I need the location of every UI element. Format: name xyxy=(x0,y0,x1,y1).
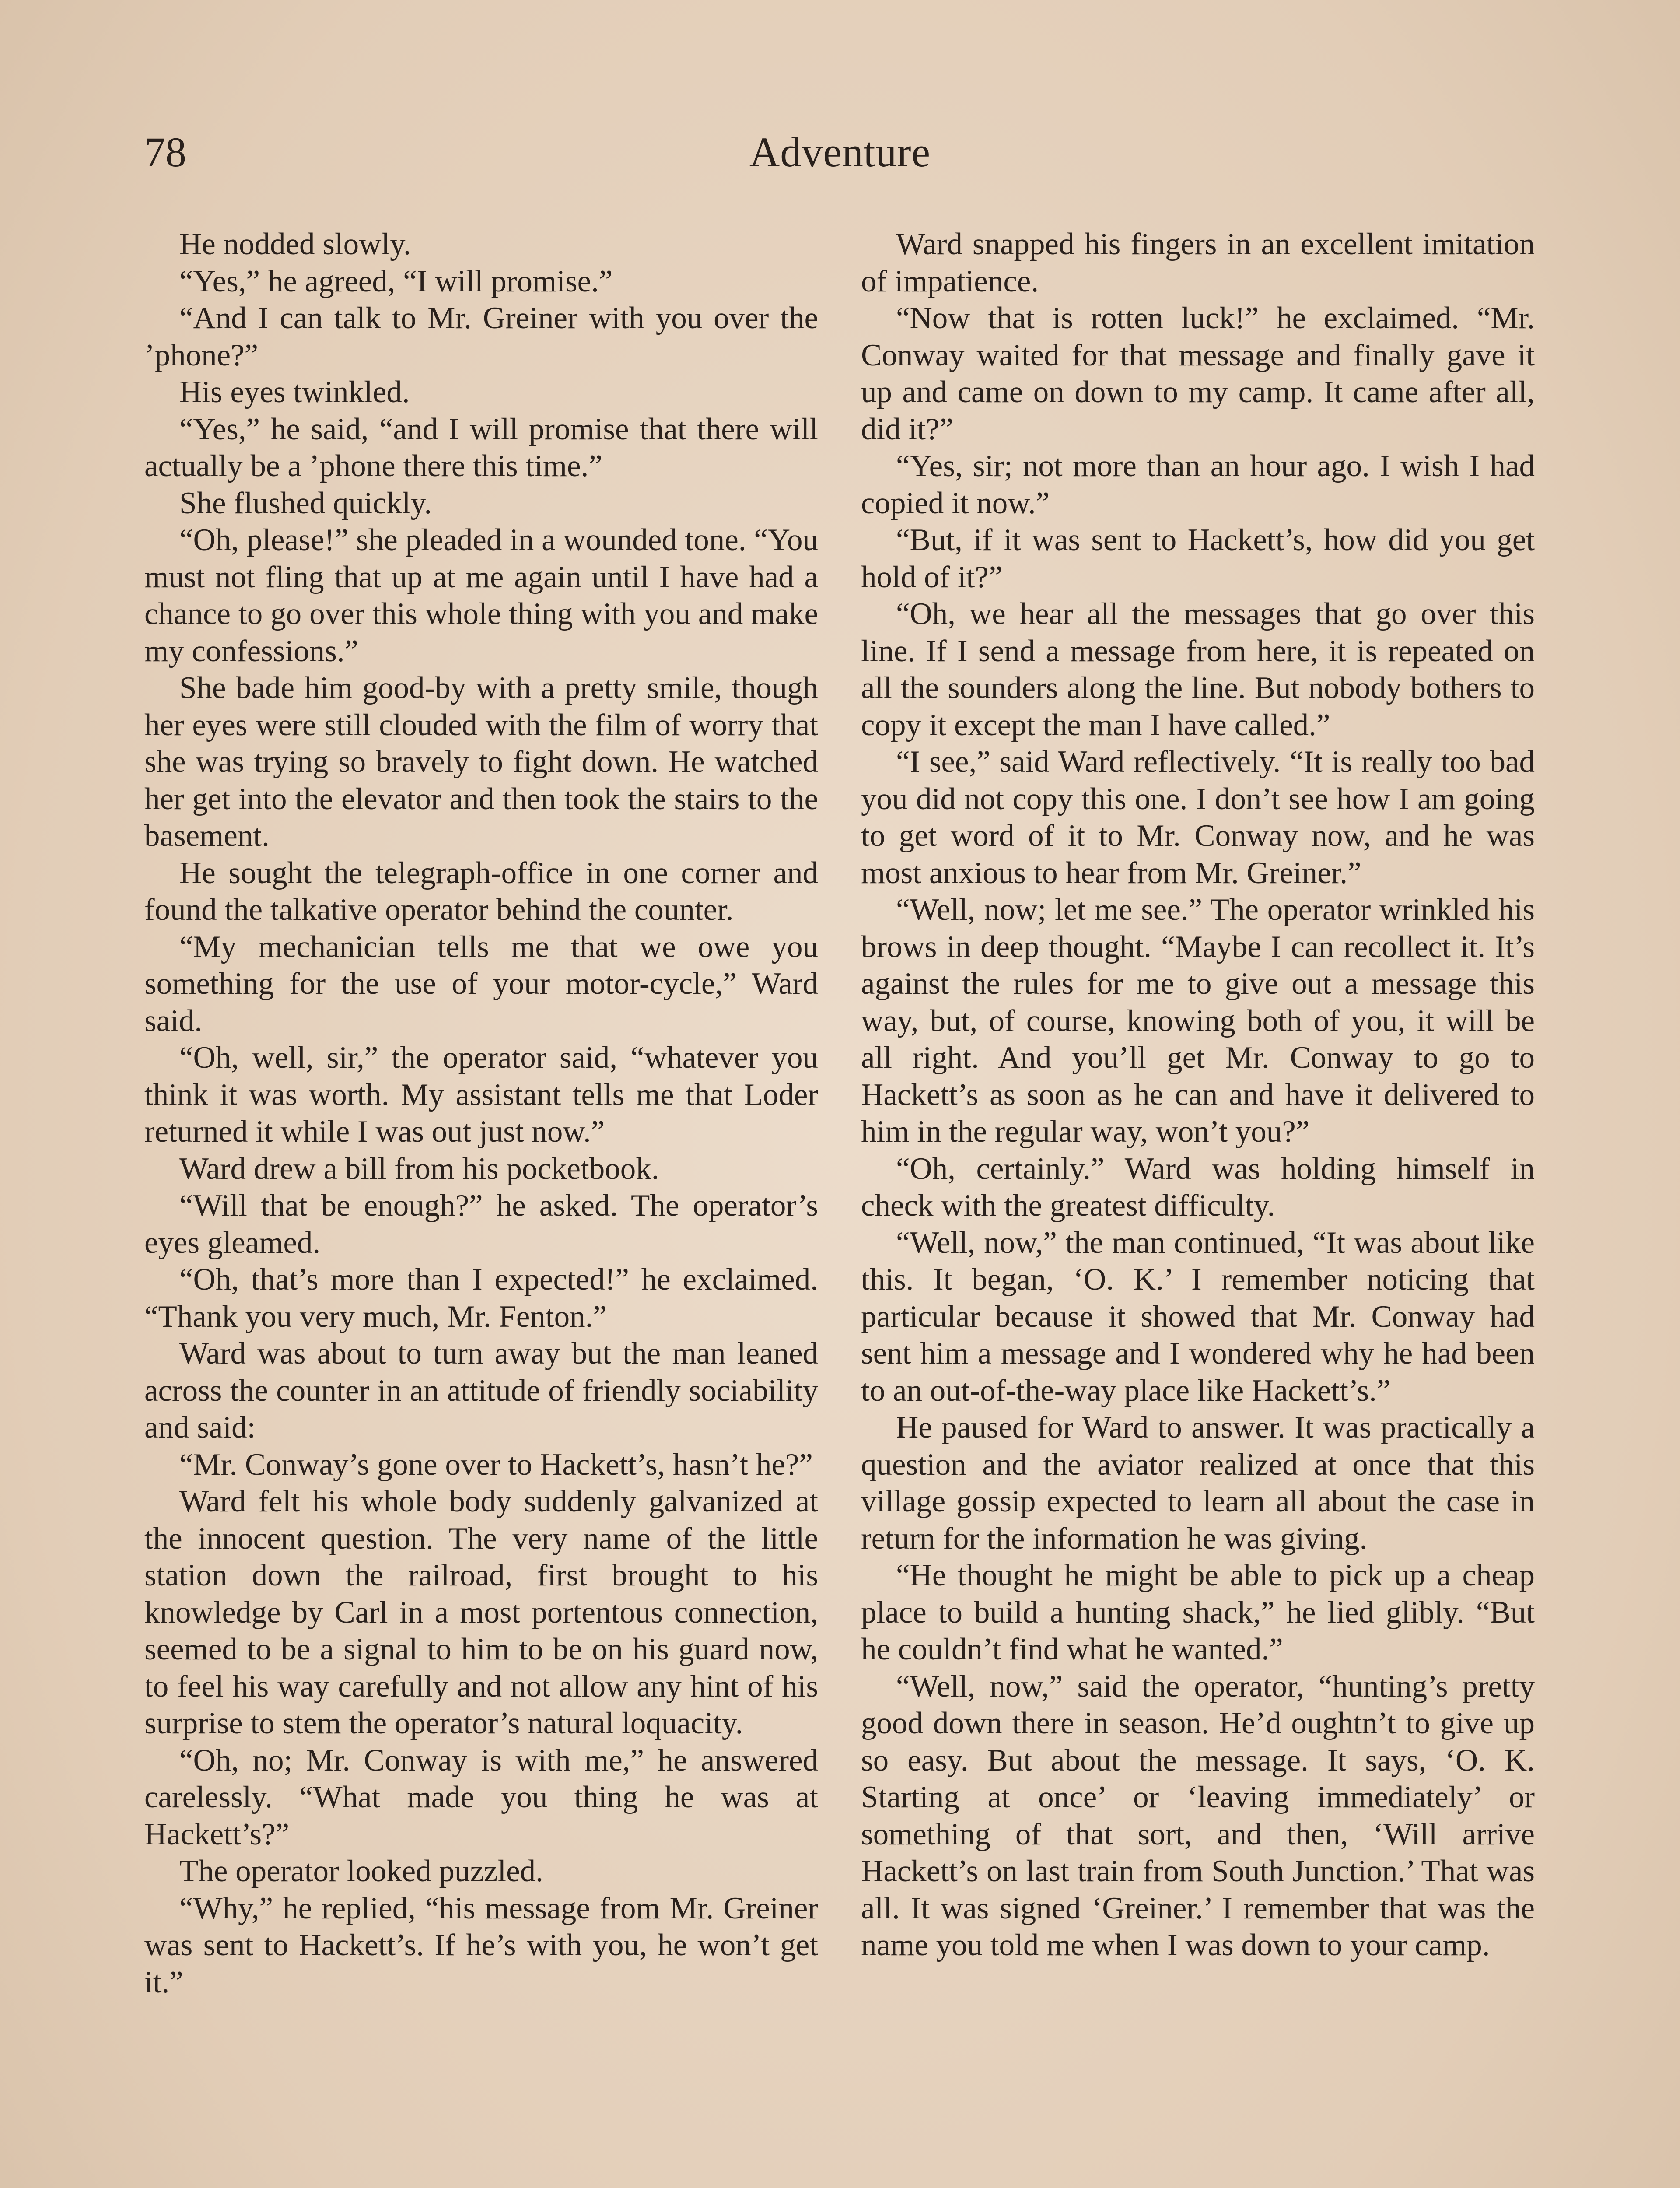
paragraph: He paused for Ward to answer. It was practically a question and the aviator realized at once that this village gossip expected to learn all about the case in return for the information he was giving. xyxy=(861,1410,1535,1556)
paragraph: Ward felt his whole body suddenly galvanized at the innocent question. The very name of the little station down the railroad, first brought to his knowledge by Carl in a most portentous connection, seemed to be a signal to him to be on his guard now, to feel his way carefully and not allow any hint of his surprise to stem the operator’s natural loquacity. xyxy=(144,1484,818,1740)
paragraph: “But, if it was sent to Hackett’s, how did you get hold of it?” xyxy=(861,523,1535,594)
paragraph: “Yes,” he agreed, “I will promise.” xyxy=(179,264,613,298)
left-column xyxy=(144,226,818,2001)
paragraph: He sought the telegraph-office in one corner and found the talkative operator behind the counter. xyxy=(144,856,818,927)
paragraph: “Will that be enough?” he asked. The operator’s eyes gleamed. xyxy=(144,1189,818,1260)
paragraph: “Well, now; let me see.” The operator wrinkled his brows in deep thought. “Maybe I can recollect it. It’s against the rules for me to give out a message this way, but, of course, knowing both of you, it will be all right. And you’ll get Mr. Conway to go to Hackett’s as soon as he can and have it delivered to him in the regular way, won’t you?” xyxy=(861,893,1535,1149)
paragraph: “Well, now,” said the operator, “hunting’s pretty good down there in season. He’d oughtn’t to give up so easy. But about the message. It says, ‘O. K. Starting at once’ or ‘leaving immediately’ or something of that sort, and then, ‘Will arrive Hackett’s on last train from South Junction.’ That was all. It was signed ‘Greiner.’ I remember that was the name you told me when I was down to your camp. xyxy=(861,1669,1535,1962)
paragraph: His eyes twinkled. xyxy=(179,375,410,409)
paragraph: “Oh, well, sir,” the operator said, “whatever you think it was worth. My assistant tells me that Loder returned it while I was out just now.” xyxy=(144,1041,818,1149)
paragraph: The operator looked puzzled. xyxy=(179,1854,543,1888)
paragraph: “Now that is rotten luck!” he exclaimed. “Mr. Conway waited for that message and finally gave it up and came on down to my camp. It came after all, did it?” xyxy=(861,301,1535,446)
paragraph: She bade him good-by with a pretty smile, though her eyes were still clouded with the film of worry that she was trying so bravely to fight down. He watched her get into the elevator and then took the stairs to the basement. xyxy=(144,671,818,853)
paragraph: Ward drew a bill from his pocketbook. xyxy=(179,1151,659,1186)
paragraph: Ward snapped his fingers in an excellent imitation of impatience. xyxy=(861,227,1535,298)
paragraph: “Oh, no; Mr. Conway is with me,” he answered carelessly. “What made you thing he was at Hackett’s?” xyxy=(144,1743,818,1851)
paragraph: “Yes,” he said, “and I will promise that there will actually be a ’phone there this time.” xyxy=(144,412,818,483)
paragraph: “Oh, that’s more than I expected!” he exclaimed. “Thank you very much, Mr. Fenton.” xyxy=(144,1262,818,1334)
paragraph: Ward was about to turn away but the man leaned across the counter in an attitude of friendly sociability and said: xyxy=(144,1336,818,1445)
paragraph: She flushed quickly. xyxy=(179,486,432,520)
paragraph: “Yes, sir; not more than an hour ago. I wish I had copied it now.” xyxy=(861,449,1535,520)
paragraph: “He thought he might be able to pick up a cheap place to build a hunting shack,” he lied glibly. “But he couldn’t find what he wanted.” xyxy=(861,1558,1535,1666)
page-number: 78 xyxy=(144,129,186,175)
paragraph: “Why,” he replied, “his message from Mr. Greiner was sent to Hackett’s. If he’s with you, he won’t get it.” xyxy=(144,1891,818,1999)
paragraph: “Mr. Conway’s gone over to Hackett’s, hasn’t he?” xyxy=(179,1447,813,1482)
right-column xyxy=(861,226,1535,1964)
paragraph: “And I can talk to Mr. Greiner with you over the ’phone?” xyxy=(144,301,818,372)
paragraph: “Well, now,” the man continued, “It was about like this. It began, ‘O. K.’ I remember noticing that particular because it showed that Mr. Conway had sent him a message and I wondered why he had been to an out-of-the-way place like Hackett’s.” xyxy=(861,1225,1535,1408)
paragraph: “Oh, please!” she pleaded in a wounded tone. “You must not fling that up at me again until I have had a chance to go over this whole thing with you and make my confessions.” xyxy=(144,523,818,668)
paragraph: “Oh, we hear all the messages that go over this line. If I send a message from here, it is repeated on all the sounders along the line. But nobody bothers to copy it except the man I have called.” xyxy=(861,597,1535,742)
paragraph: “Oh, certainly.” Ward was holding himself in check with the greatest difficulty. xyxy=(861,1151,1535,1223)
paragraph: He nodded slowly. xyxy=(179,227,411,261)
paragraph: “I see,” said Ward reflectively. “It is really too bad you did not copy this one. I don’t see how I am going to get word of it to Mr. Conway now, and he was most anxious to hear from Mr. Greiner.” xyxy=(861,745,1535,890)
running-title: Adventure xyxy=(749,129,931,175)
paragraph: “My mechanician tells me that we owe you something for the use of your motor-cycle,” Ward said. xyxy=(144,929,818,1038)
